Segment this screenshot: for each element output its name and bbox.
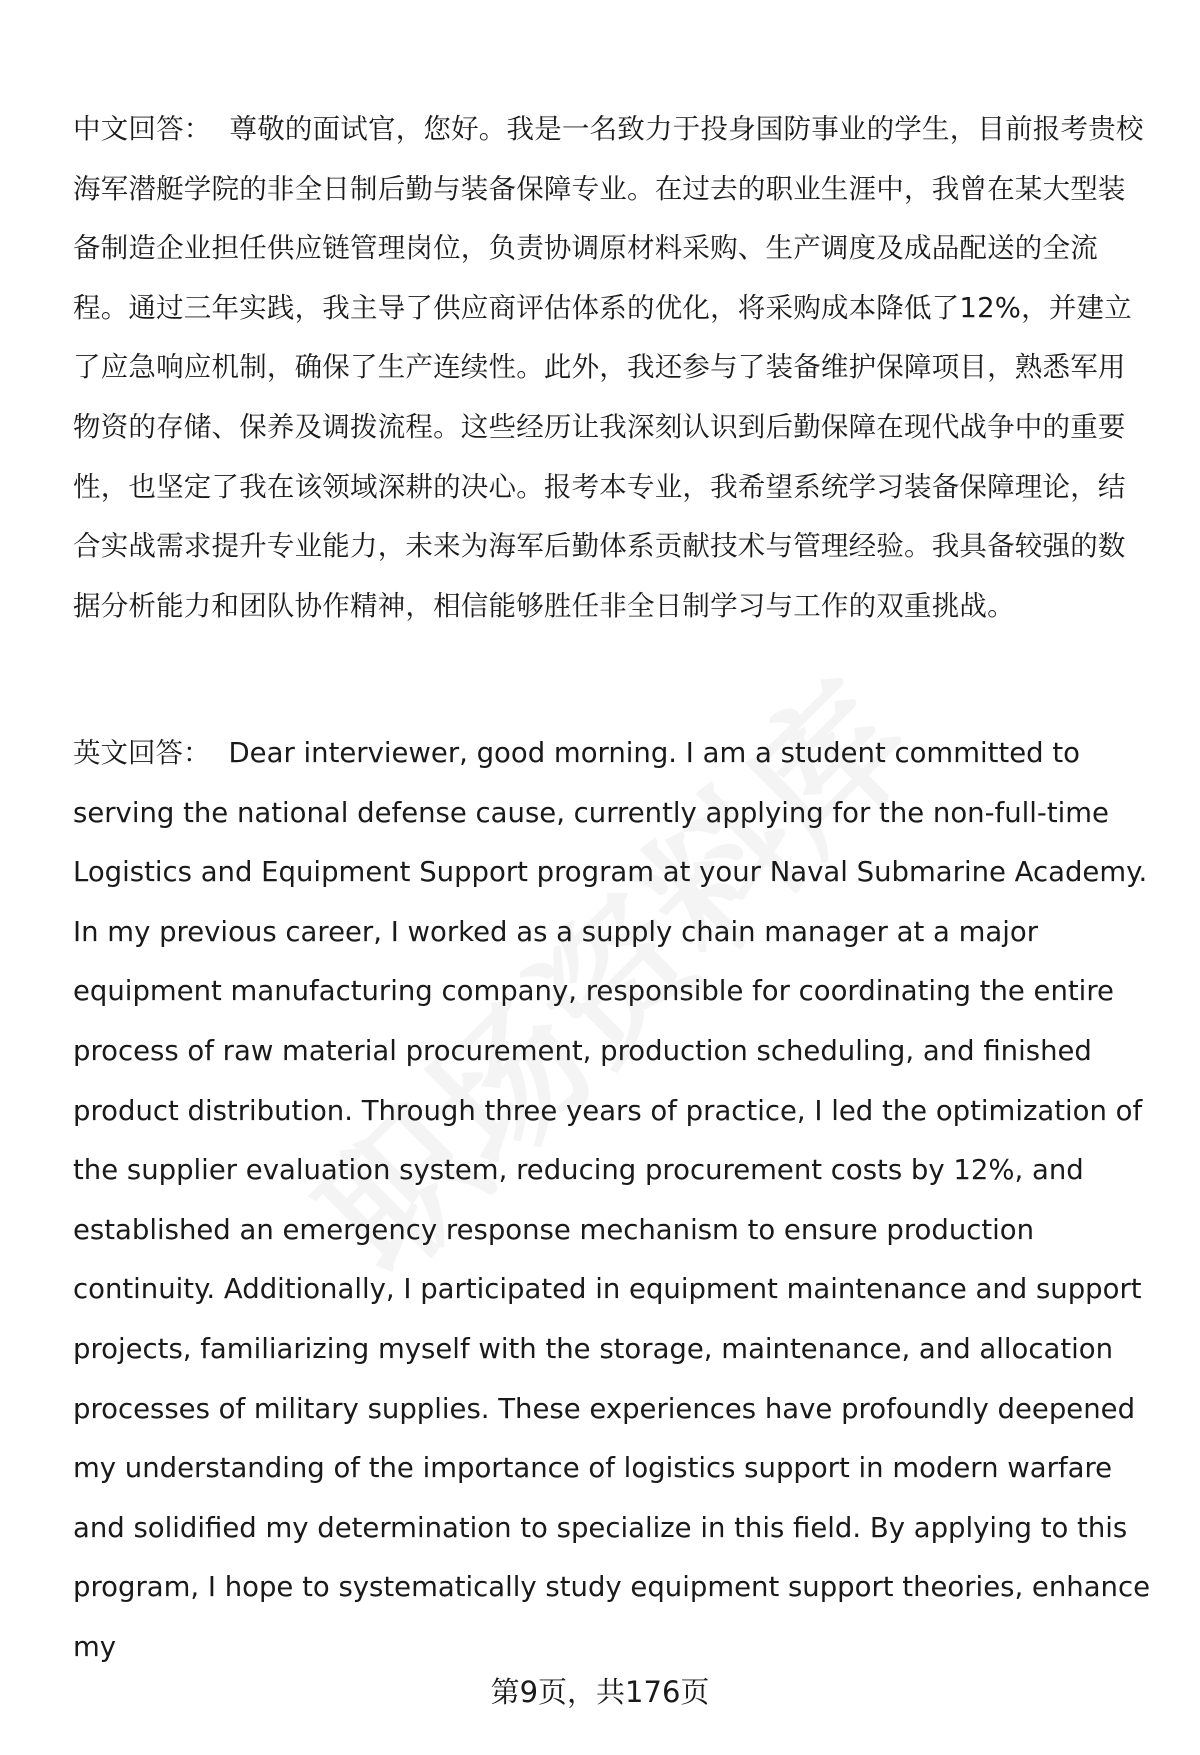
- english-answer-paragraph: [73, 724, 1153, 1678]
- page-number-footer: 第9页，共176页: [490, 1675, 710, 1709]
- chinese-answer-paragraph: [73, 100, 1153, 636]
- chinese-answer-label: 中文回答：: [73, 113, 212, 145]
- english-answer-text: Dear interviewer, good morning. I am a student committed to serving the national defense cause, currently applying for the non-full-time Logistics and Equipment Support program at your Naval Submarine Academy. In my previous career, I worked as a supply chain manager at a major equipment manufacturing company, responsible for coordinating the entire process of raw material procurement, production scheduling, and finished product distribution. Through three years of practice, I led the optimization of the supplier evaluation system, reducing procurement costs by 12%, and established an emergency response mechanism to ensure production continuity. Additionally, I participated in equipment maintenance and support projects, familiarizing myself with the storage, maintenance, and allocation processes of military supplies. These experiences have profoundly deepened my understanding of the importance of logistics support in modern warfare and solidified my determination to specialize in this field. By applying to this program, I hope to systematically study equipment support theories, enhance my: [73, 737, 1151, 1663]
- english-answer-label: 英文回答：: [73, 737, 211, 769]
- chinese-answer-text: 尊敬的面试官，您好。我是一名致力于投身国防事业的学生，目前报考贵校海军潜艇学院的非全日制后勤与装备保障专业。在过去的职业生涯中，我曾在某大型装备制造企业担任供应链管理岗位，负责协调原材料采购、生产调度及成品配送的全流程。通过三年实践，我主导了供应商评估体系的优化，将采购成本降低了12%，并建立了应急响应机制，确保了生产连续性。此外，我还参与了装备维护保障项目，熟悉军用物资的存储、保养及调拨流程。这些经历让我深刻认识到后勤保障在现代战争中的重要性，也坚定了我在该领域深耕的决心。报考本专业，我希望系统学习装备保障理论，结合实战需求提升专业能力，未来为海军后勤体系贡献技术与管理经验。我具备较强的数据分析能力和团队协作精神，相信能够胜任非全日制学习与工作的双重挑战。: [73, 113, 1144, 622]
